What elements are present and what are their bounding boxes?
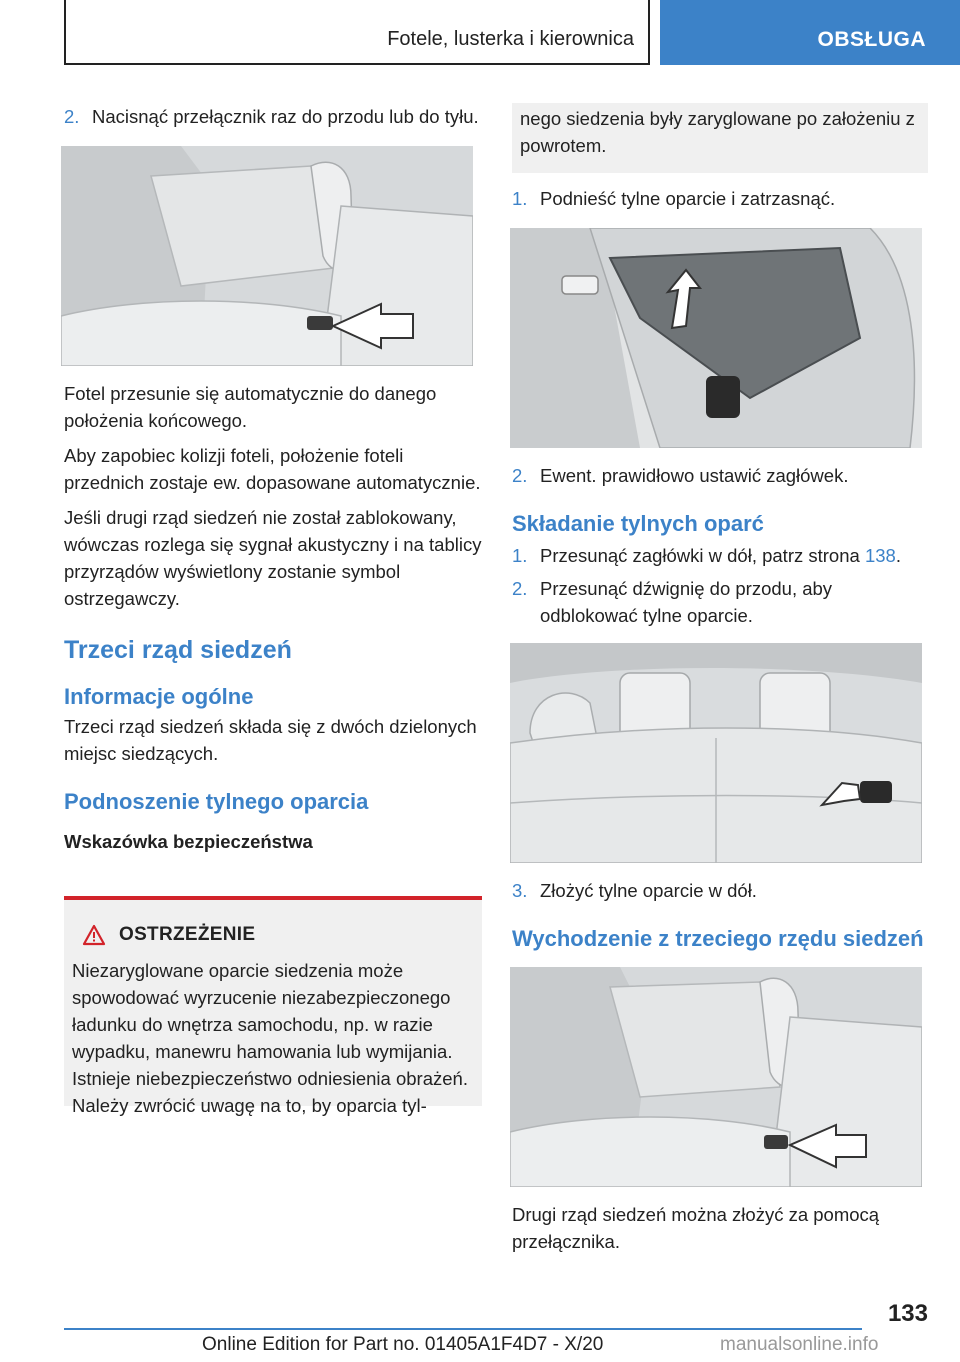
step-item: [512, 185, 928, 212]
step-item: [512, 575, 928, 629]
step-item: [64, 103, 482, 130]
step-number: 1.: [512, 188, 528, 209]
paragraph: Fotel przesunie się automatycznie do danego położenia końcowego.: [64, 383, 437, 431]
paragraph: Aby zapobiec kolizji foteli, położenie foteli przednich zostaje ew. dopasowane automatycznie.: [64, 445, 481, 493]
subsection-heading: Podnoszenie tylnego oparcia: [64, 789, 369, 814]
step-item: [512, 877, 928, 904]
safety-heading: Wskazówka bezpieczeństwa: [64, 831, 313, 852]
page-number: 133: [887, 1300, 928, 1327]
illustration-exit-switch: [510, 967, 922, 1187]
step-number: 2.: [512, 465, 528, 486]
chapter-title: Fotele, lusterka i kierownica: [387, 28, 634, 50]
warning-continued-box: [512, 103, 928, 173]
step-number: 1.: [512, 545, 528, 566]
step-number: 2.: [64, 106, 80, 127]
paragraph: Trzeci rząd siedzeń składa się z dwóch dzielonych miejsc siedzących.: [64, 716, 477, 764]
page-header: [64, 0, 960, 65]
header-section-box: [660, 0, 960, 65]
warning-continued-text: nego siedzenia były zaryglowane po założeniu z powrotem.: [520, 108, 915, 156]
exit-switch-drawing: [510, 967, 922, 1187]
illustration-seat-switch: [61, 146, 473, 366]
page-reference-link[interactable]: 138: [864, 545, 896, 566]
section-title: OBSŁUGA: [817, 28, 926, 51]
footer-edition: Online Edition for Part no. 01405A1F4D7 - X/20: [202, 1334, 604, 1355]
step-item: [512, 462, 928, 489]
section-heading: Trzeci rząd siedzeń: [64, 636, 292, 664]
step-text: Przesunąć dźwignię do przodu, aby odblokować tylne oparcie.: [540, 578, 833, 626]
subsection-heading: Wychodzenie z trzeciego rzędu siedzeń: [512, 926, 924, 951]
step-text: Ewent. prawidłowo ustawić zagłówek.: [540, 465, 849, 486]
right-column: [512, 103, 928, 1263]
step-text: Nacisnąć przełącznik raz do przodu lub do tyłu.: [92, 106, 479, 127]
warning-text: Niezaryglowane oparcie siedzenia może spowodować wyrzucenie niezabezpieczonego ładunku do wnętrza samochodu, np. w razie wypadku, manewru hamowania lub wymijania. Istnieje niebezpieczeństwo odniesienia obrażeń. Należy zwrócić uwagę na to, by oparcia tyl-: [72, 960, 468, 1116]
subsection-heading: Składanie tylnych oparć: [512, 511, 764, 536]
step-number: 3.: [512, 880, 528, 901]
paragraph: Drugi rząd siedzeń można złożyć za pomocą przełącznika.: [512, 1204, 880, 1252]
step-text-end: .: [895, 545, 901, 566]
warning-box: [64, 896, 482, 1116]
illustration-backrest-raise: [510, 228, 922, 448]
seat-switch-drawing: [61, 146, 473, 366]
paragraph: Jeśli drugi rząd siedzeń nie został zablokowany, wówczas rozlega się sygnał akustyczny i na tablicy przyrządów wyświetlony zostanie symbol ostrzegawczy.: [64, 507, 482, 609]
step-number: 2.: [512, 578, 528, 599]
subsection-heading: Informacje ogólne: [64, 684, 254, 709]
watermark: manualsonline.info: [720, 1334, 879, 1355]
fold-lever-drawing: [510, 643, 922, 863]
left-column: [64, 103, 482, 855]
step-text: Złożyć tylne oparcie w dół.: [540, 880, 757, 901]
header-chapter-box: [64, 0, 650, 65]
warning-triangle-icon: [82, 924, 106, 946]
warning-header: [72, 922, 472, 952]
illustration-fold-lever: [510, 643, 922, 863]
step-text: Podnieść tylne oparcie i zatrzasnąć.: [540, 188, 836, 209]
footer-divider: [64, 1328, 862, 1330]
step-item: [512, 542, 928, 569]
warning-title: OSTRZEŻENIE: [119, 924, 256, 945]
backrest-raise-drawing: [510, 228, 922, 448]
step-text: Przesunąć zagłówki w dół, patrz strona: [540, 545, 865, 566]
